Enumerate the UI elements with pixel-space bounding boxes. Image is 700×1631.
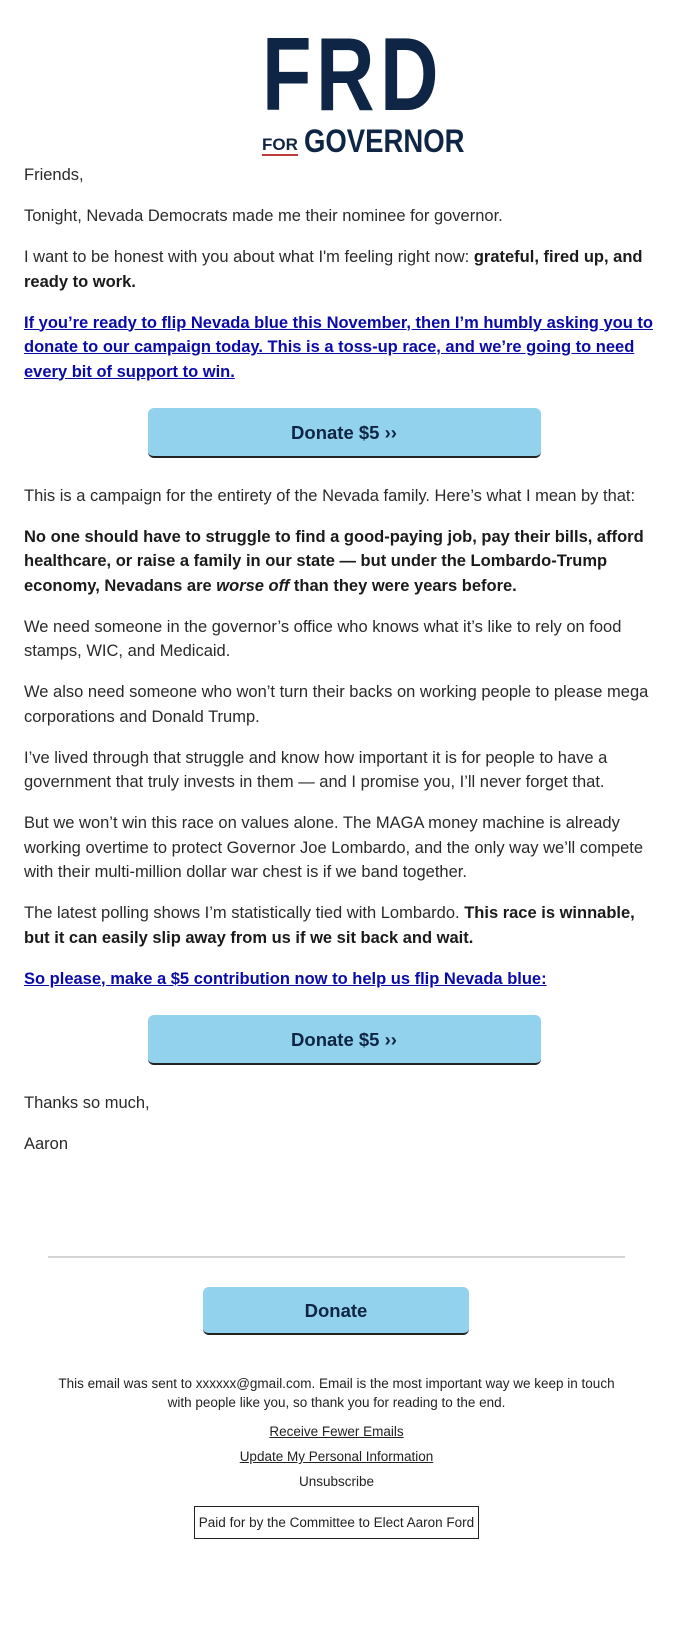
donate-5-button-2[interactable]: Donate $5 ›› (148, 1015, 541, 1065)
paragraph-contribution (24, 967, 664, 992)
logo-wordmark (262, 17, 438, 133)
update-info-row (0, 1449, 673, 1464)
receive-fewer-emails-link[interactable]: Receive Fewer Emails (269, 1424, 404, 1439)
paid-for-disclaimer: Paid for by the Committee to Elect Aaron Ford (194, 1506, 479, 1539)
ford-for-governor-logo (262, 17, 465, 159)
donate-button-2-wrap (24, 1008, 664, 1091)
paragraph-feeling (24, 245, 664, 294)
greeting: Friends, (24, 166, 84, 184)
polling-bold: This race is winnable, but it can easily slip away from us if we sit back and wait. (24, 904, 635, 947)
update-personal-info-link[interactable]: Update My Personal Information (239, 1449, 434, 1464)
donate-button-1-wrap (24, 401, 664, 484)
paragraph-ask (24, 311, 664, 385)
logo-letter-f: F (262, 17, 310, 133)
struggle-bold-italic: worse off (216, 576, 290, 595)
contribution-link[interactable]: So please, make a $5 contribution now to help us flip Nevada blue: (24, 969, 547, 988)
footer-divider (48, 1256, 625, 1258)
struggle-bold-a: No one should have to struggle to find a good-paying job, pay their bills, afford healthcare, or raise a family in our state — but under the Lombardo-Trump economy, Nevadans are (24, 527, 644, 595)
donate-5-button-1[interactable]: Donate $5 ›› (148, 408, 541, 458)
logo-letter-d: D (379, 17, 437, 133)
paragraph-maga-money: But we won’t win this race on values alone. The MAGA money machine is already working overtime to protect Governor Joe Lombardo, and the only way we’ll compete with their multi-million dollar war chest is if we band together. (24, 814, 644, 881)
paragraph-governor-office: We need someone in the governor’s office who knows what it’s like to rely on food stamps, WIC, and Medicaid. (24, 617, 622, 660)
signoff: Thanks so much, (24, 1093, 150, 1112)
receive-fewer-emails-row (0, 1424, 673, 1439)
donate-ask-link[interactable]: If you’re ready to flip Nevada blue this November, then I’m humbly asking you to donate to our campaign today. This is a toss-up race, and we’re going to need every bit of support to win. (24, 313, 653, 381)
paragraph-polling (24, 901, 664, 950)
email-body (24, 163, 664, 1173)
signature: Aaron (24, 1134, 69, 1153)
feeling-text: I want to be honest with you about what I'm feeling right now: (24, 248, 474, 266)
logo-governor: GOVERNOR (303, 123, 465, 159)
unsubscribe-link[interactable]: Unsubscribe (298, 1474, 375, 1489)
feeling-bold: grateful, fired up, and ready to work. (24, 248, 643, 291)
unsubscribe-row (0, 1474, 673, 1489)
paragraph-campaign: This is a campaign for the entirety of the Nevada family. Here’s what I mean by that: (24, 486, 636, 505)
polling-text: The latest polling shows I’m statistically tied with Lombardo. (24, 904, 465, 922)
paragraph-struggle (24, 525, 664, 599)
paragraph-nominee: Tonight, Nevada Democrats made me their nominee for governor. (24, 207, 503, 225)
paragraph-working-people: We also need someone who won’t turn their backs on working people to please mega corporations and Donald Trump. (24, 683, 649, 726)
struggle-bold-b: than they were years before. (289, 576, 517, 595)
paragraph-lived-through: I’ve lived through that struggle and know how important it is for people to have a government that truly invests in them — and I promise you, I’ll never forget that. (24, 748, 608, 791)
footer-sent-to-text: This email was sent to xxxxxx@gmail.com. Email is the most important way we keep in touch with people like you, so thank you for reading to the end. (58, 1376, 615, 1410)
logo-for: FOR (262, 135, 298, 154)
footer-donate-button[interactable]: Donate (203, 1287, 469, 1335)
logo-letter-r: R (315, 17, 373, 133)
